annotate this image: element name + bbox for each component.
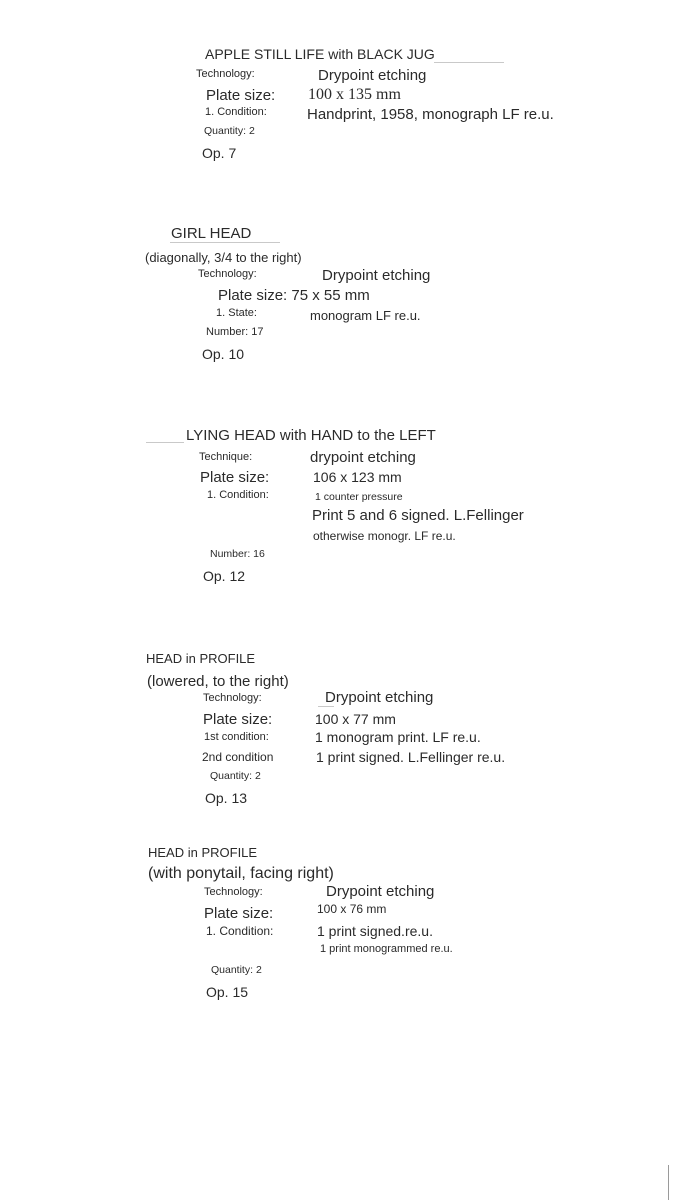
first-condition-value: 1 monogram print. LF re.u. (315, 729, 481, 745)
condition-value-monogram: otherwise monogr. LF re.u. (313, 529, 456, 543)
quantity: Quantity: 2 (211, 964, 262, 976)
technology-label: Technology: (198, 268, 257, 280)
quantity: Quantity: 2 (210, 770, 261, 782)
plate-size-value: 106 x 123 mm (313, 469, 402, 485)
technology-value: Drypoint etching (322, 267, 431, 284)
technology-value: Drypoint etching (318, 67, 427, 84)
condition-label: 1. Condition: (205, 106, 267, 118)
technique-value: drypoint etching (310, 449, 416, 466)
opus-number: Op. 7 (202, 145, 237, 161)
number: Number: 17 (206, 326, 264, 338)
technology-label: Technology: (204, 886, 263, 898)
faint-rule (318, 706, 334, 707)
technology-label: Technology: (196, 68, 255, 80)
technology-value: Drypoint etching (325, 689, 434, 706)
opus-number: Op. 12 (203, 568, 246, 584)
second-condition-label: 2nd condition (202, 750, 274, 764)
number: Number: 16 (210, 548, 265, 560)
second-condition-value: 1 print signed. L.Fellinger re.u. (316, 749, 506, 765)
entry-subtitle: (with ponytail, facing right) (148, 865, 334, 882)
condition-label: 1. Condition: (207, 489, 269, 501)
plate-size-value: 100 x 76 mm (317, 902, 387, 916)
condition-value: Handprint, 1958, monograph LF re.u. (307, 106, 554, 123)
quantity: Quantity: 2 (204, 125, 255, 137)
faint-rule (170, 242, 280, 243)
first-condition-label: 1st condition: (204, 731, 269, 743)
plate-size: Plate size: 75 x 55 mm (218, 287, 370, 304)
state-value: monogram LF re.u. (310, 308, 421, 323)
entry-title: APPLE STILL LIFE with BLACK JUG (205, 46, 435, 62)
state-label: 1. State: (216, 307, 257, 319)
opus-number: Op. 10 (202, 346, 245, 362)
condition-value-signed: 1 print signed.re.u. (317, 923, 433, 939)
opus-number: Op. 15 (206, 984, 249, 1000)
faint-rule (434, 62, 504, 63)
plate-size-value: 100 x 135 mm (308, 86, 401, 103)
condition-value-signed: Print 5 and 6 signed. L.Fellinger (312, 507, 524, 524)
entry-title: GIRL HEAD (171, 225, 252, 242)
plate-size-label: Plate size: (200, 469, 270, 486)
plate-size-label: Plate size: (206, 87, 276, 104)
scan-edge-line (668, 1165, 669, 1200)
plate-size-label: Plate size: (204, 905, 274, 922)
entry-title: HEAD in PROFILE (146, 651, 256, 666)
entry-subtitle: (diagonally, 3/4 to the right) (145, 250, 302, 265)
entry-title: LYING HEAD with HAND to the LEFT (186, 427, 436, 444)
condition-value-counter-pressure: 1 counter pressure (315, 491, 403, 503)
plate-size-value: 100 x 77 mm (315, 711, 396, 727)
condition-value-monogrammed: 1 print monogrammed re.u. (320, 943, 453, 955)
technology-label: Technology: (203, 692, 262, 704)
entry-title: HEAD in PROFILE (148, 845, 258, 860)
opus-number: Op. 13 (205, 790, 248, 806)
condition-label: 1. Condition: (206, 924, 274, 938)
entry-subtitle: (lowered, to the right) (147, 673, 289, 690)
faint-rule (146, 442, 184, 443)
technique-label: Technique: (199, 451, 253, 463)
plate-size-label: Plate size: (203, 711, 273, 728)
technology-value: Drypoint etching (326, 883, 435, 900)
